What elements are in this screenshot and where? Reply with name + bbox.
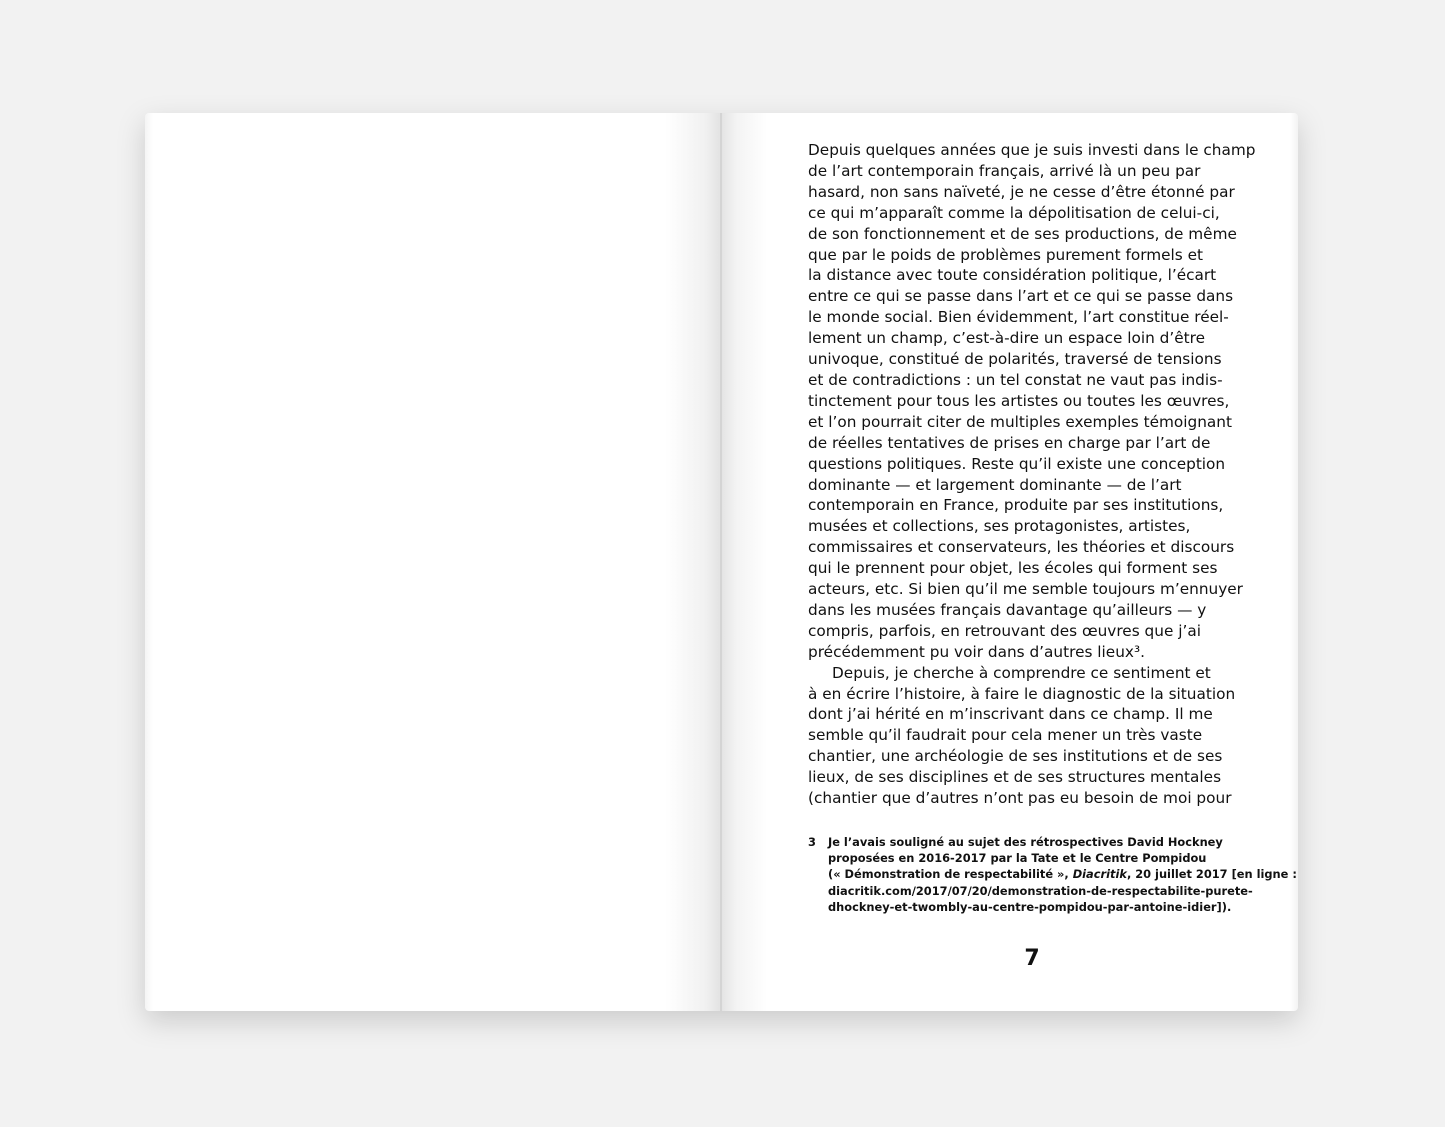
right-page: [722, 113, 1298, 1011]
text-line: musées et collections, ses protagonistes, artistes,: [808, 517, 1191, 536]
text-line: commissaires et conservateurs, les théories et discours: [808, 538, 1235, 557]
text-line: (chantier que d’autres n’ont pas eu besoin de moi pour: [808, 789, 1232, 808]
text-line: le monde social. Bien évidemment, l’art constitue réel-: [808, 308, 1229, 327]
text-line: acteurs, etc. Si bien qu’il me semble toujours m’ennuyer: [808, 580, 1243, 599]
text-line: dominante — et largement dominante — de l’art: [808, 475, 1182, 494]
page-number: 7: [1024, 946, 1040, 971]
text-line: et de contradictions : un tel constat ne vaut pas indis-: [808, 370, 1223, 389]
text-line: lieux, de ses disciplines et de ses structures mentales: [808, 768, 1222, 787]
footnote-text: , 20 juillet 2017 [en ligne :: [1126, 867, 1297, 882]
text-line: chantier, une archéologie de ses institutions et de ses: [808, 747, 1223, 766]
paragraph-first-line: Depuis, je cherche à comprendre ce sentiment et: [832, 663, 1211, 682]
text-line: questions politiques. Reste qu’il existe une conception: [808, 454, 1226, 473]
text-line: ce qui m’apparaît comme la dépolitisation de celui-ci,: [808, 203, 1220, 222]
footnote-url-line: dhockney-et-twombly-au-centre-pompidou-par-antoine-idier]).: [828, 899, 1232, 914]
footnote-line: proposées en 2016-2017 par la Tate et le Centre Pompidou: [828, 851, 1207, 866]
text-line: dont j’ai hérité en m’inscrivant dans ce champ. Il me: [808, 705, 1213, 724]
text-line: qui le prennent pour objet, les écoles qui forment ses: [808, 559, 1218, 578]
text-line: à en écrire l’histoire, à faire le diagnostic de la situation: [808, 684, 1236, 703]
text-line: de l’art contemporain français, arrivé là un peu par: [808, 161, 1201, 180]
text-line: Depuis quelques années que je suis investi dans le champ: [808, 141, 1256, 159]
text-line: hasard, non sans naïveté, je ne cesse d’être étonné par: [808, 182, 1235, 201]
text-line: contemporain en France, produite par ses institutions,: [808, 496, 1224, 515]
text-line: univoque, constitué de polarités, traversé de tensions: [808, 350, 1222, 369]
text-line: et l’on pourrait citer de multiples exemples témoignant: [808, 412, 1232, 431]
text-line: que par le poids de problèmes purement formels et: [808, 245, 1204, 264]
text-line: compris, parfois, en retrouvant des œuvres que j’ai: [808, 621, 1201, 640]
text-line: dans les musées français davantage qu’ailleurs — y: [808, 600, 1207, 619]
text-line: entre ce qui se passe dans l’art et ce qui se passe dans: [808, 287, 1234, 306]
book-spread: [145, 113, 1298, 1011]
text-line: lement un champ, c’est-à-dire un espace loin d’être: [808, 329, 1206, 348]
left-page-blank: [145, 113, 721, 1011]
text-line: de son fonctionnement et de ses productions, de même: [808, 224, 1237, 243]
footnote-line: [828, 866, 1297, 882]
footnote-number: 3: [808, 835, 816, 849]
publication-title: Diacritik: [1072, 867, 1127, 882]
text-line: de réelles tentatives de prises en charge par l’art de: [808, 433, 1211, 452]
footnote-url-line: diacritik.com/2017/07/20/demonstration-de-respectabilite-purete-: [828, 883, 1253, 898]
footnote-line: Je l’avais souligné au sujet des rétrospectives David Hockney: [828, 835, 1223, 849]
footnote-text: (« Démonstration de respectabilité »,: [828, 867, 1073, 882]
body-text: [808, 140, 1268, 809]
text-line: précédemment pu voir dans d’autres lieux³.: [808, 642, 1145, 661]
text-line: tinctement pour tous les artistes ou toutes les œuvres,: [808, 391, 1230, 410]
text-line: semble qu’il faudrait pour cela mener un très vaste: [808, 726, 1203, 745]
text-line: la distance avec toute considération politique, l’écart: [808, 266, 1217, 285]
